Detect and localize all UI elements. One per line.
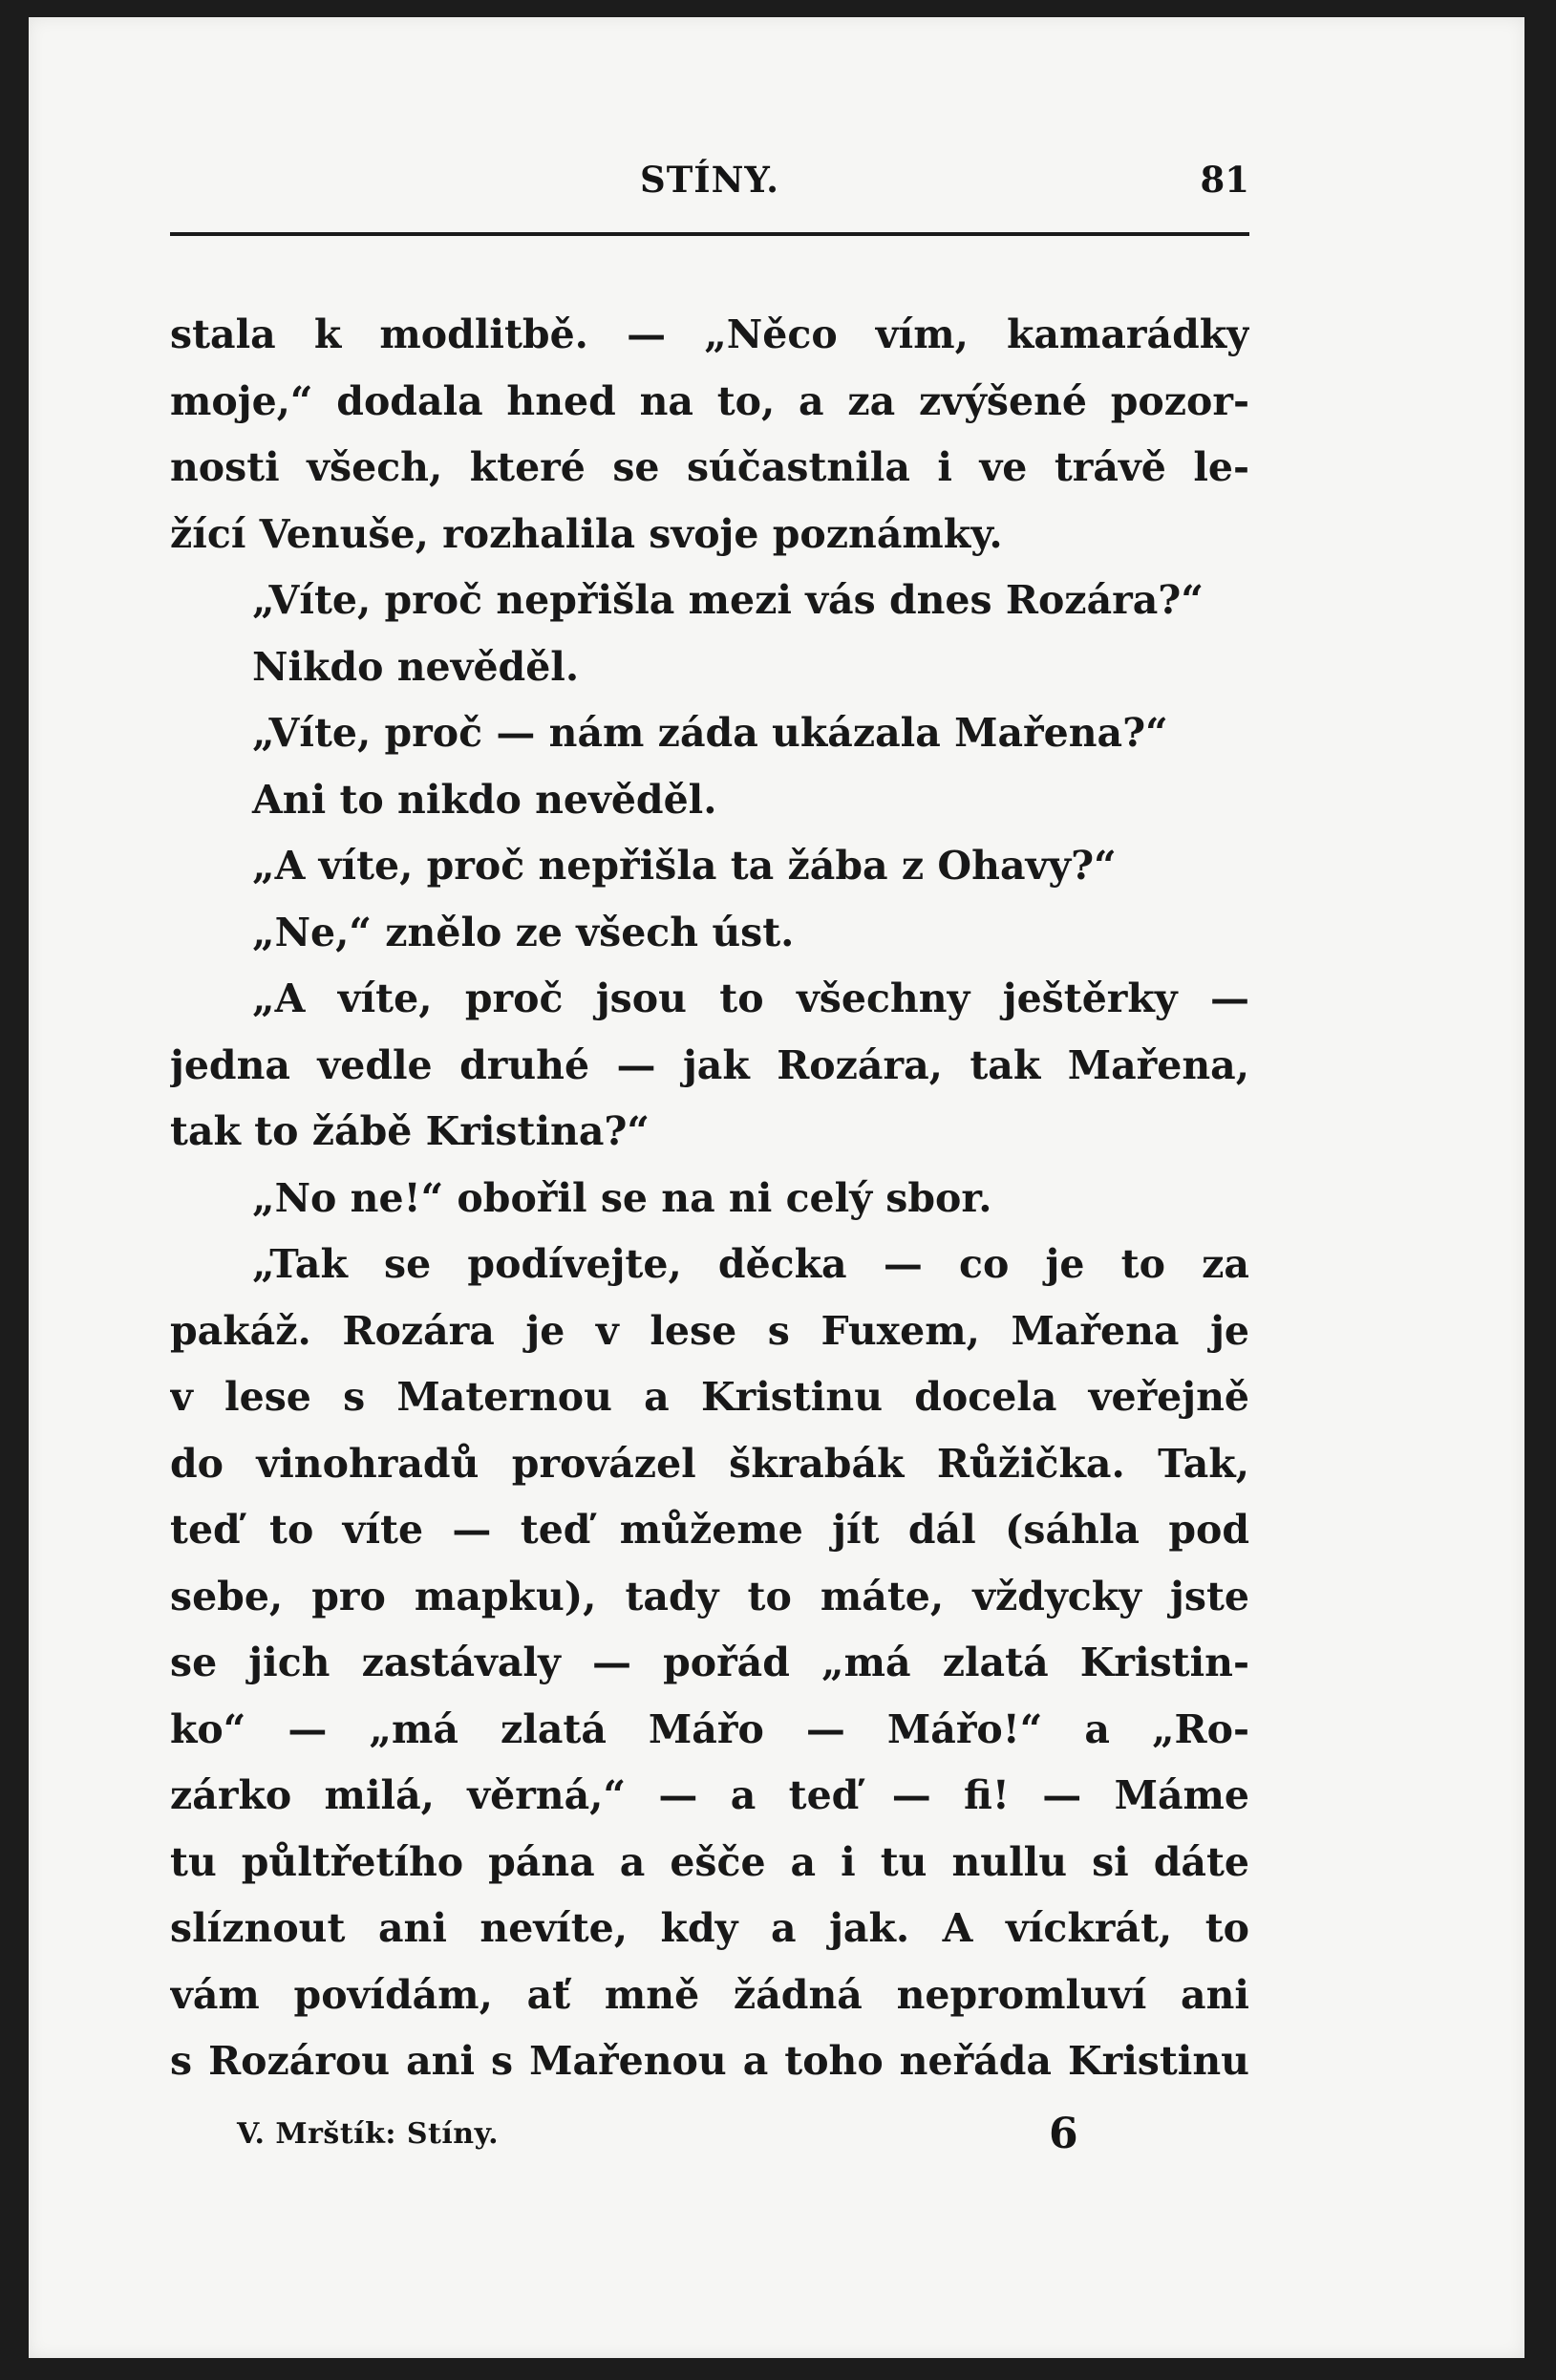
text-line: „Víte, proč nepřišla mezi vás dnes Rozára?“ (252, 577, 1204, 623)
text-line: vám povídám, ať mně žádná nepromluví ani (170, 1971, 1249, 2018)
text-line: slíznout ani nevíte, kdy a jak. A víckrát, to (170, 1905, 1249, 1951)
text-line: nosti všech, které se súčastnila i ve trávě le- (170, 444, 1249, 490)
text-line: „A víte, proč jsou to všechny ještěrky — (252, 976, 1249, 1021)
text-line: stala k modlitbě. — „Něco vím, kamarádky (170, 311, 1249, 357)
text-line: v lese s Maternou a Kristinu docela veřejně (170, 1374, 1249, 1420)
text-line: „Ne,“ znělo ze všech úst. (252, 909, 795, 955)
page-footer (237, 2110, 1097, 2171)
text-line: Nikdo nevěděl. (252, 643, 580, 690)
footer-author-title: V. Mrštík: Stíny. (237, 2117, 500, 2151)
text-line: zárko milá, věrná,“ — a teď — fi! — Máme (170, 1772, 1249, 1818)
text-line: ko“ — „má zlatá Mářo — Mářo!“ a „Ro- (170, 1705, 1249, 1752)
page-number: 81 (1200, 159, 1249, 201)
page-header (170, 151, 1249, 208)
text-line: do vinohradů provázel škrabák Růžička. Tak, (170, 1440, 1249, 1487)
header-rule (170, 232, 1249, 236)
text-line: tu půltřetího pána a ešče a i tu nullu si dáte (170, 1838, 1249, 1885)
text-line: se jich zastávaly — pořád „má zlatá Kristin- (170, 1640, 1249, 1685)
running-head: STÍNY. (640, 159, 779, 201)
text-line: sebe, pro mapku), tady to máte, vždycky jste (170, 1573, 1249, 1619)
text-line: „Tak se podívejte, děcka — co je to za (252, 1241, 1249, 1287)
text-line: tak to žábě Kristina?“ (170, 1108, 650, 1154)
text-line: Ani to nikdo nevěděl. (252, 776, 717, 823)
text-line: teď to víte — teď můžeme jít dál (sáhla pod (170, 1507, 1249, 1553)
text-line: „A víte, proč nepřišla ta žába z Ohavy?“ (252, 843, 1117, 889)
body-text (170, 302, 1249, 2095)
text-line: „No ne!“ obořil se na ni celý sbor. (252, 1174, 992, 1221)
text-line: moje,“ dodala hned na to, a za zvýšené pozor- (170, 377, 1249, 424)
text-line: jedna vedle druhé — jak Rozára, tak Mařena, (170, 1041, 1249, 1088)
text-line: „Víte, proč — nám záda ukázala Mařena?“ (252, 710, 1168, 756)
text-line: s Rozárou ani s Mařenou a toho neřáda Kristinu (170, 2038, 1249, 2084)
text-line: pakáž. Rozára je v lese s Fuxem, Mařena je (170, 1307, 1249, 1354)
signature-mark: 6 (1049, 2110, 1078, 2158)
text-line: žící Venuše, rozhalila svoje poznámky. (170, 510, 1003, 557)
